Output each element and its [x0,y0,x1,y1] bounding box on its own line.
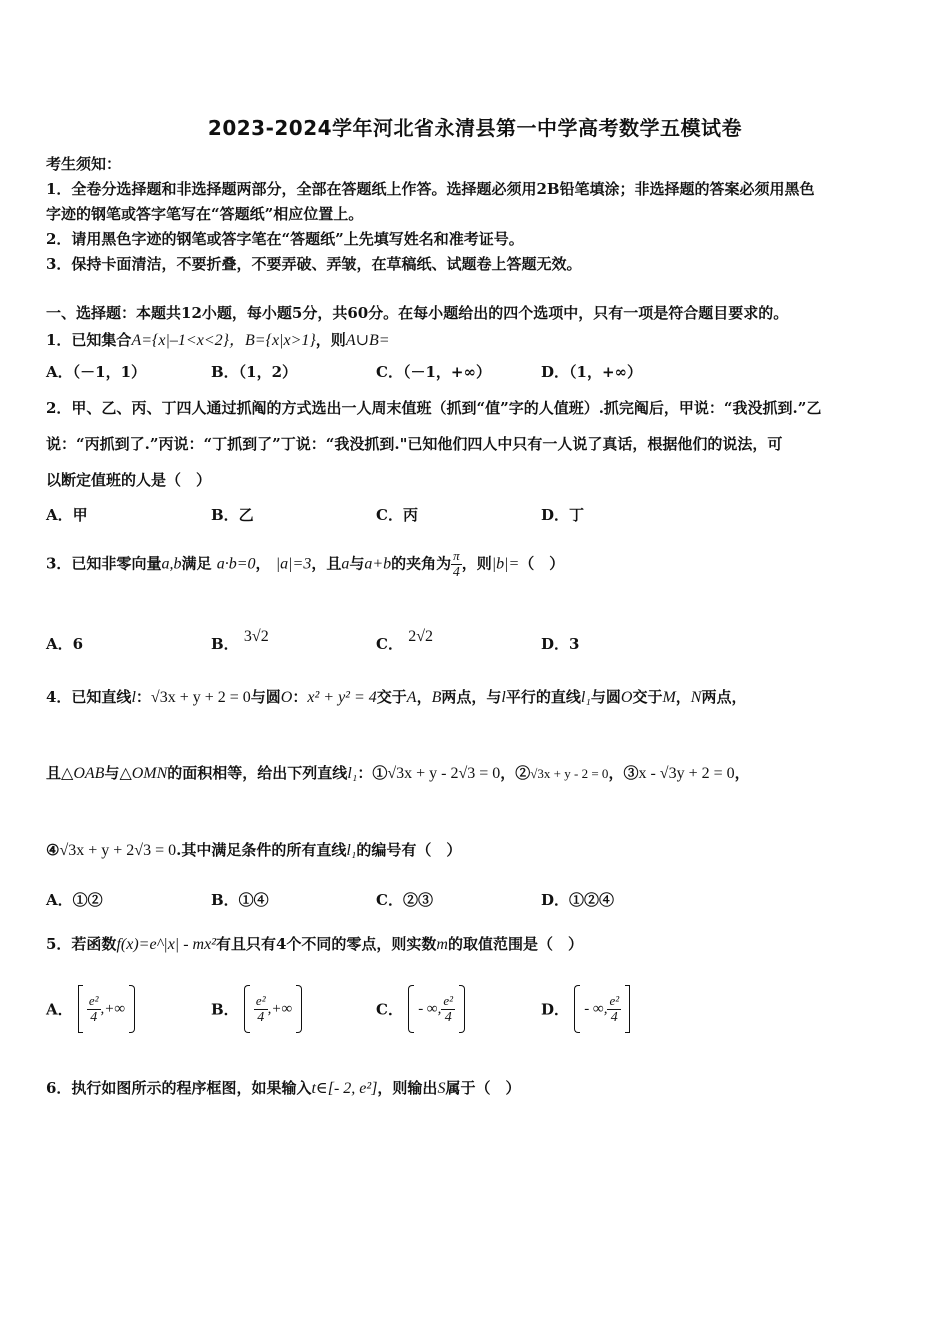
notice-item-2: 2．请用黑色字迹的钢笔或答字笔在“答题纸”上先填写姓名和准考证号。 [46,230,524,248]
q3-option-b[interactable] [211,625,269,653]
q4-OMN: △OMN [119,765,168,782]
q3-text-2: 满足 [181,554,212,573]
q5-c-inf: - ∞, [418,1000,442,1017]
q5-a-num: e² [88,992,99,1008]
q4-option-a[interactable]: A．①② [46,891,103,909]
notice-item-1a: 1．全卷分选择题和非选择题两部分，全部在答题纸上作答。选择题必须用2B铅笔填涂；非选择题的答案必须用黑色 [46,180,815,198]
q3-angle-fraction [451,548,462,581]
q5-b-den: 4 [257,1009,265,1025]
q4-text-12: ：① [357,764,388,782]
q2-line-2: 说：“丙抓到了.”丙说：“丁抓到了”丁说：“我没抓到."已知他们四人中只有一人说了真话，根据他们的说法，可 [46,435,783,453]
q5-a-inf: ,+∞ [100,1000,126,1017]
q6-S: S [437,1080,446,1097]
page-title: 2023-2024学年河北省永清县第一中学高考数学五模试卷 [207,116,743,140]
q4-text-7: 交于 [632,688,663,706]
question-3: 3．已知非零向量a,b满足 a·b=0， |a|=3，且a与a+b的夹角为 $\frac{\pi}{4}$ ，则|b|=（ ） [46,548,565,580]
q5-b-inf: ,+∞ [267,1000,293,1017]
notice-item-3: 3．保持卡面清洁，不要折叠，不要弄破、弄皱，在草稿纸、试题卷上答题无效。 [46,255,582,273]
q1-prefix: 1．已知集合 [46,331,132,349]
q4-O: O [280,689,293,706]
q2-option-d[interactable]: D．丁 [541,506,585,524]
q2-option-b[interactable]: B．乙 [211,506,254,524]
q4-text-6: 与圆 [590,688,621,706]
q4-option-c[interactable]: C．②③ [376,891,433,909]
q5-option-c-interval [408,985,465,1033]
q5-option-a[interactable] [46,985,135,1033]
q3-norm-a: |a|=3 [275,555,312,573]
q1-sets: A={x|–1<x<2}，B={x|x>1} [131,332,316,349]
q5-text-3: 的取值范围是（ ） [447,935,583,953]
q4-A: A [406,689,417,706]
q6-text-2: ，则输出 [377,1079,438,1097]
q3-option-c-value: 2√2 [408,628,433,645]
q3-option-a[interactable]: A．6 [46,635,84,653]
q5-function: f(x)=e^|x| - mx² [116,936,216,953]
q5-option-a-interval [78,985,135,1033]
q4-text-16: ④ [46,841,60,859]
q3-frac-num: π [453,548,460,563]
q4-text-14: ，③ [608,764,639,782]
q2-option-a[interactable]: A．甲 [46,506,88,524]
q4-l1-2: l₁ [347,765,358,782]
q4-text-1: 4．已知直线 [46,688,132,706]
q4-l-2: l [501,689,506,706]
q4-text-2: 与圆 [250,688,281,706]
q1-option-d[interactable]: D．（1，+∞） [541,363,643,381]
q4-text-18: 的编号有（ ） [356,841,462,859]
q4-text-8: 两点， [701,688,747,706]
q4-candidate-4: √3x + y + 2√3 = 0 [59,842,177,859]
q3-a: a [341,555,350,573]
q4-OAB: △OAB [61,765,105,782]
q3-text-4: 与 [349,554,365,573]
q4-text-11: 的面积相等，给出下列直线 [167,764,348,782]
notice-item-1b: 字迹的钢笔或答字笔写在“答题纸”相应位置上。 [46,205,364,223]
q4-text-4: 两点，与 [441,688,502,706]
q5-option-c[interactable] [376,985,465,1033]
q4-text-5: 平行的直线 [505,688,581,706]
q5-option-b-interval [244,985,302,1033]
q3-a-plus-b: a+b [364,555,392,573]
q3-dot-zero: a·b=0 [216,555,256,573]
q6-t-range: t∈[- 2, e²] [311,1080,378,1097]
q4-text-9: 且 [46,764,62,782]
q5-d-num: e² [609,992,620,1008]
q4-l1: l₁ [580,689,591,706]
q4-l1-3: l₁ [346,842,357,859]
q2-line-1: 2．甲、乙、丙、丁四人通过抓阄的方式选出一人周末值班（抓到“值”字的人值班）.抓完阄后，甲说：“我没抓到.”乙 [46,399,822,417]
q4-N: N [690,689,702,706]
q4-M: M [662,689,676,706]
q4-l: l [131,689,136,706]
q4-candidate-2: √3x + y - 2 = 0 [530,766,609,781]
q1-option-b[interactable]: B．（1，2） [211,363,298,381]
q5-c-num: e² [443,992,454,1008]
q5-c-den: 4 [444,1009,452,1025]
q5-option-c-label: C． [376,1000,403,1019]
q1-option-c[interactable]: C．（－1，+∞） [376,363,491,381]
q3-option-b-label: B． [211,635,239,653]
q3-text-5: 的夹角为 [391,554,452,573]
q5-text-1: 5．若函数 [46,935,117,953]
q4-text-15: ， [734,764,750,782]
q3-option-d[interactable]: D．3 [541,635,580,653]
q3-norm-b: |b|= [491,555,520,573]
question-1 [46,327,910,350]
q4-circle-eq: x² + y² = 4 [307,689,377,706]
q1-suffix: ，则 [315,331,346,349]
question-5 [46,933,910,954]
q4-line-eq: √3x + y + 2 = 0 [150,689,251,706]
q5-option-b-label: B． [211,1000,239,1019]
q4-line-1: 4．已知直线l：√3x + y + 2 = 0与圆O：x² + y² = 4交于A，B两点，与l平行的直线l₁与圆O交于M，N两点， [46,688,747,706]
q6-text-3: 属于（ ） [445,1079,521,1097]
q3-option-c[interactable] [376,625,433,653]
q5-m: m [436,936,448,953]
q5-d-den: 4 [610,1009,618,1025]
q5-option-d-label: D． [541,1000,570,1019]
q3-text-3: ，且 [311,554,342,573]
q6-text-1: 6．执行如图所示的程序框图，如果输入 [46,1079,312,1097]
q4-line-2 [46,762,910,783]
q2-option-c[interactable]: C．丙 [376,506,418,524]
q4-candidate-1: √3x + y - 2√3 = 0 [387,765,501,782]
q5-b-num: e² [255,992,266,1008]
q4-text-10: 与 [104,764,120,782]
q5-a-den: 4 [90,1009,98,1025]
q3-option-b-value: 3√2 [243,628,269,645]
notice-heading: 考生须知： [46,155,122,173]
q5-option-a-label: A． [46,1000,73,1019]
q3-text-7: （ ） [519,554,565,573]
q4-text-17: .其中满足条件的所有直线 [176,841,347,859]
q5-option-b[interactable] [211,985,302,1033]
q4-line-3 [46,839,910,860]
q3-vectors: a,b [161,555,182,573]
q4-text-13: ，② [500,764,531,782]
q4-option-d[interactable]: D．①②④ [541,891,615,909]
q5-text-2: 有且只有4个不同的零点，则实数 [215,935,437,953]
q3-frac-den: 4 [452,565,460,580]
q4-text-3: 交于 [376,688,407,706]
q5-d-inf: - ∞, [584,1000,608,1017]
q4-candidate-3: x - √3y + 2 = 0 [638,765,735,782]
q3-text-1: 3．已知非零向量 [46,554,162,573]
q1-union: A∪B= [345,332,390,349]
q5-option-d-interval [574,985,630,1033]
section-heading: 一、选择题：本题共12小题，每小题5分，共60分。在每小题给出的四个选项中，只有一项是符合题目要求的。 [46,304,789,322]
question-6 [46,1077,910,1098]
q4-B: B [431,689,442,706]
q2-line-3: 以断定值班的人是（ ） [46,471,212,489]
q3-option-c-label: C． [376,635,403,653]
q3-text-6: ，则 [461,554,492,573]
q1-option-a[interactable]: A．（－1，1） [46,363,147,381]
q5-option-d[interactable] [541,985,630,1033]
q4-option-b[interactable]: B．①④ [211,891,269,909]
q4-O-2: O [620,689,633,706]
